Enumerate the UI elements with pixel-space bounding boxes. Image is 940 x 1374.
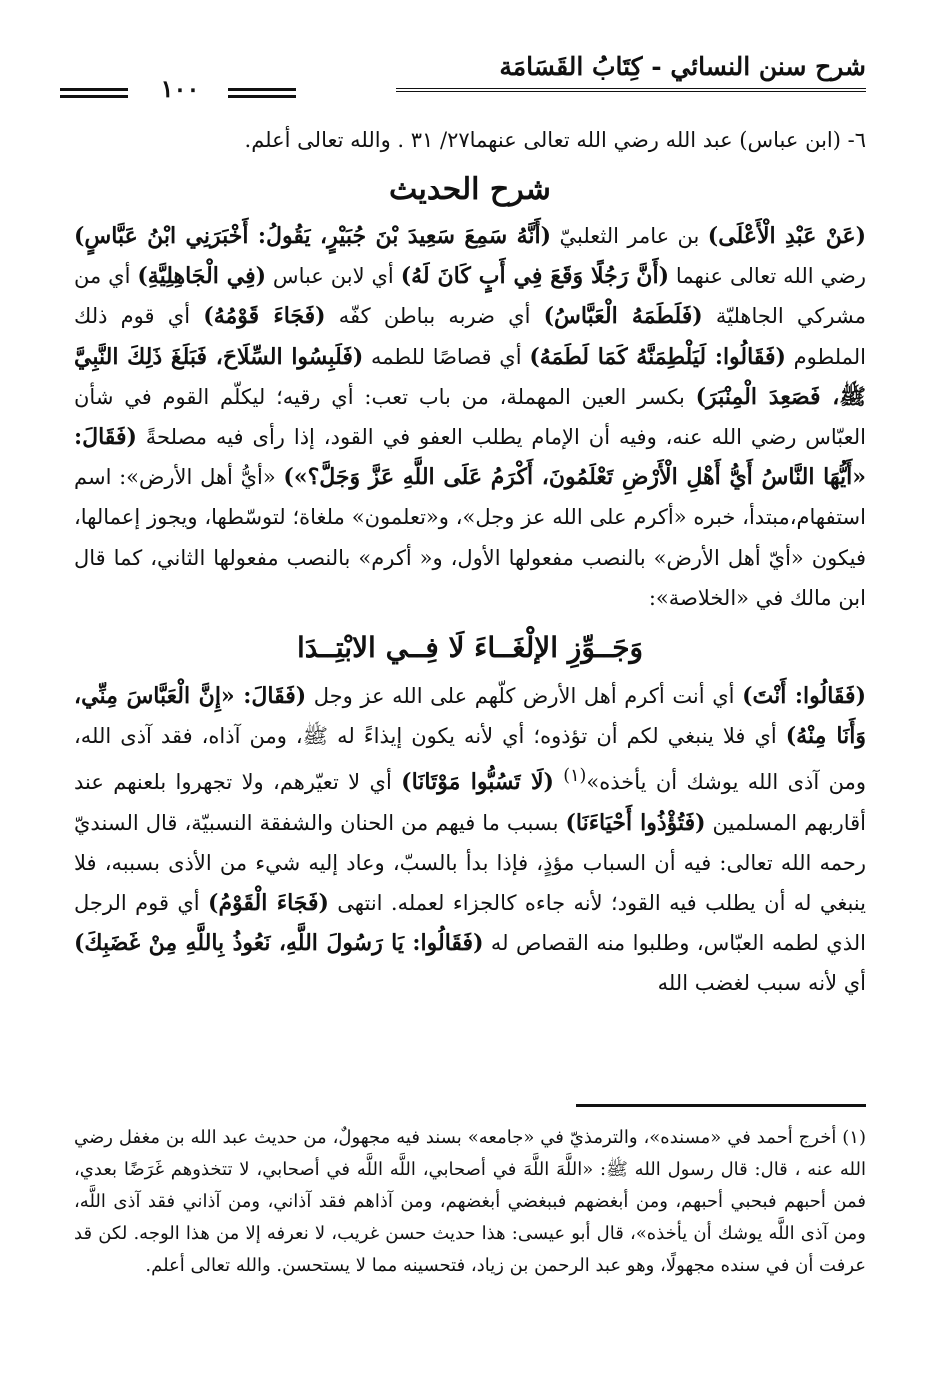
commentary-text — [554, 770, 563, 794]
footnote-separator — [576, 1104, 866, 1107]
section-heading: شرح الحديث — [389, 172, 551, 207]
quoted-hadith-text: (فَلَبِسُوا السِّلَاحَ، فَبَلَغَ ذَلِكَ النَّبِيَّ ﷺ، فَصَعِدَ الْمِنْبَرَ) — [74, 343, 866, 410]
quoted-hadith-text: (فَجَاءَ قَوْمُهُ) — [203, 303, 326, 330]
commentary-text: أي لأنه سبب لغضب الله — [657, 971, 866, 996]
commentary-text: أي لابن عباس — [266, 264, 401, 289]
quoted-hadith-text: (فَقَالَ: «أَيُّهَا النَّاسُ أَيُّ أَهْلِ الْأَرْضِ تَعْلَمُونَ، أَكْرَمُ عَلَى اللَّهِ عَزَّ وَجَلَّ؟») — [74, 424, 866, 491]
commentary-text: أي قوم ذلك الملطوم — [74, 304, 867, 369]
quoted-hadith-text: (فَلَطَمَهُ الْعَبَّاسُ) — [543, 303, 703, 330]
quoted-hadith-text: (فَجَاءَ الْقَوْمُ) — [208, 890, 329, 917]
quoted-hadith-text: (أَنَّهُ سَمِعَ سَعِيدَ بْنَ جُبَيْرٍ، يَقُولُ: أَخْبَرَنِي ابْنُ عَبَّاسٍ) — [74, 223, 552, 249]
commentary-text: أي قصاصًا للطمه — [363, 344, 530, 369]
main-text — [74, 118, 866, 1004]
commentary-text: رضي الله تعالى عنهما — [669, 264, 867, 289]
commentary-text: بن عامر الثعلبيّ — [551, 224, 708, 248]
quoted-hadith-text: (فَقَالُوا: يَا رَسُولَ اللَّهِ، نَعُوذُ بِاللَّهِ مِنْ غَضَبِكَ) — [74, 930, 484, 957]
quoted-hadith-text: (لَا تَسُبُّوا مَوْتَانَا) — [401, 769, 554, 796]
header-title: شرح سنن النسائي - كِتَابُ القَسَامَة — [499, 52, 866, 81]
header-double-rule — [396, 88, 866, 92]
page-number-block — [60, 74, 300, 104]
quoted-hadith-text: (فَقَالُوا: لَيَلْطِمَنَّهُ كَمَا لَطَمَهُ) — [529, 343, 786, 370]
quoted-hadith-text: (عَنْ عَبْدِ الْأَعْلَى) — [707, 223, 866, 249]
page-number: ١٠٠ — [160, 74, 200, 103]
poetry-verse: وَجَــوِّزِ الإلْغَــاءَ لَا فِــي الابْتِــدَا — [296, 631, 644, 665]
quoted-hadith-text: (فَقَالُوا: أَنْتَ) — [742, 683, 866, 710]
commentary-text: بكسر العين المهملة، من باب تعب: أي رقيه؛ ليكلّم القوم في شأن العبّاس رضي الله عنه، وفيه أن الإمام يطلب العفو في القود، إذا رأى فيه مصلحةً — [74, 384, 866, 450]
running-header — [60, 52, 866, 104]
commentary-text: أي قوم الرجل الذي لطمه العبّاس، وطلبوا منه القصاص له — [74, 891, 866, 956]
footnote-marker: (١) — [563, 766, 587, 787]
commentary-text: أي ضربه بباطن كفّه — [325, 304, 544, 329]
quoted-hadith-text: (فَتُؤْذُوا أَحْيَاءَنَا) — [565, 809, 706, 836]
commentary-text: أي فلا ينبغي لكم أن تؤذوه؛ أي لأنه يكون إيذاءً له ﷺ، ومن آذاه، فقد آذى الله، ومن آذى الله يوشك أن يأخذه» — [74, 724, 866, 795]
commentary-paragraph-2 — [74, 676, 866, 1004]
quoted-hadith-text: (فِي الْجَاهِلِيَّةِ) — [137, 263, 266, 290]
commentary-text: أي لا تعيّرهم، ولا تجهروا بلعنهم عند أقاربهم المسلمين — [74, 770, 866, 835]
page-number-ornament-left — [60, 88, 128, 102]
commentary-paragraph-1 — [74, 216, 866, 618]
page-number-ornament-right — [228, 88, 296, 102]
quoted-hadith-text: (أَنَّ رَجُلًا وَقَعَ فِي أَبٍ كَانَ لَهُ) — [400, 263, 669, 290]
quoted-hadith-text: (فَقَالَ: «إِنَّ الْعَبَّاسَ مِنِّي، وَأَنَا مِنْهُ) — [74, 683, 866, 750]
narrator-note: ٦- (ابن عباس) عبد الله رضي الله تعالى عنهما٢٧/ ٣١ . والله تعالى أعلم. — [244, 128, 866, 152]
commentary-text: بسبب ما فيهم من الحنان والشفقة النسبيّة، قال السنديّ رحمه الله تعالى: فيه أن السباب مؤذٍ، فإذا بدأ بالسبّ، وعاد إليه شيء من الأذى بسببه، فلا ينبغي له أن يطلب فيه القود؛ لأنه جاءه كالجزاء لعمله. انتهى — [74, 810, 866, 916]
footnote: (١) أخرج أحمد في «مسنده»، والترمذيّ في «جامعه» بسند فيه مجهولٌ، من حديث عبد الله بن مغفل رضي الله عنه ، قال: قال رسول الله ﷺ: «اللَّهَ اللَّهَ في أصحابي، اللَّه اللَّه في أصحابي، لا تتخذوهم غَرَضًا بعدي، فمن أحبهم فبحبي أحبهم، ومن أبغضهم فببغضي أبغضهم، ومن آذاهم فقد آذاني، ومن آذاني فقد آذى اللَّه، ومن آذى اللَّه يوشك أن يأخذه»، قال أبو عيسى: هذا حديث حسن غريب، لا نعرفه إلا من هذا الوجه. لكن قد عرفت أن في سنده مجهولًا، وهو عبد الرحمن بن زياد، فتحسينه مما لا يستحسن. والله تعالى أعلم. — [74, 1127, 866, 1276]
commentary-text: «أيُّ أهل الأرض»: اسم استفهام،مبتدأ، خبره «أكرم على الله عز وجل»، و«تعلمون» ملغاة؛ لتوسّطها، ويجوز إعمالها، فيكون «أيّ أهل الأرض» بالنصب مفعولها الأول، و« أكرم» بالنصب مفعولها الثاني، كما قال ابن مالك في «الخلاصة»: — [74, 465, 866, 610]
commentary-text: أي من مشركي الجاهليّة — [74, 264, 866, 329]
commentary-text: أي أنت أكرم أهل الأرض كلّهم على الله عز وجل — [306, 684, 743, 709]
